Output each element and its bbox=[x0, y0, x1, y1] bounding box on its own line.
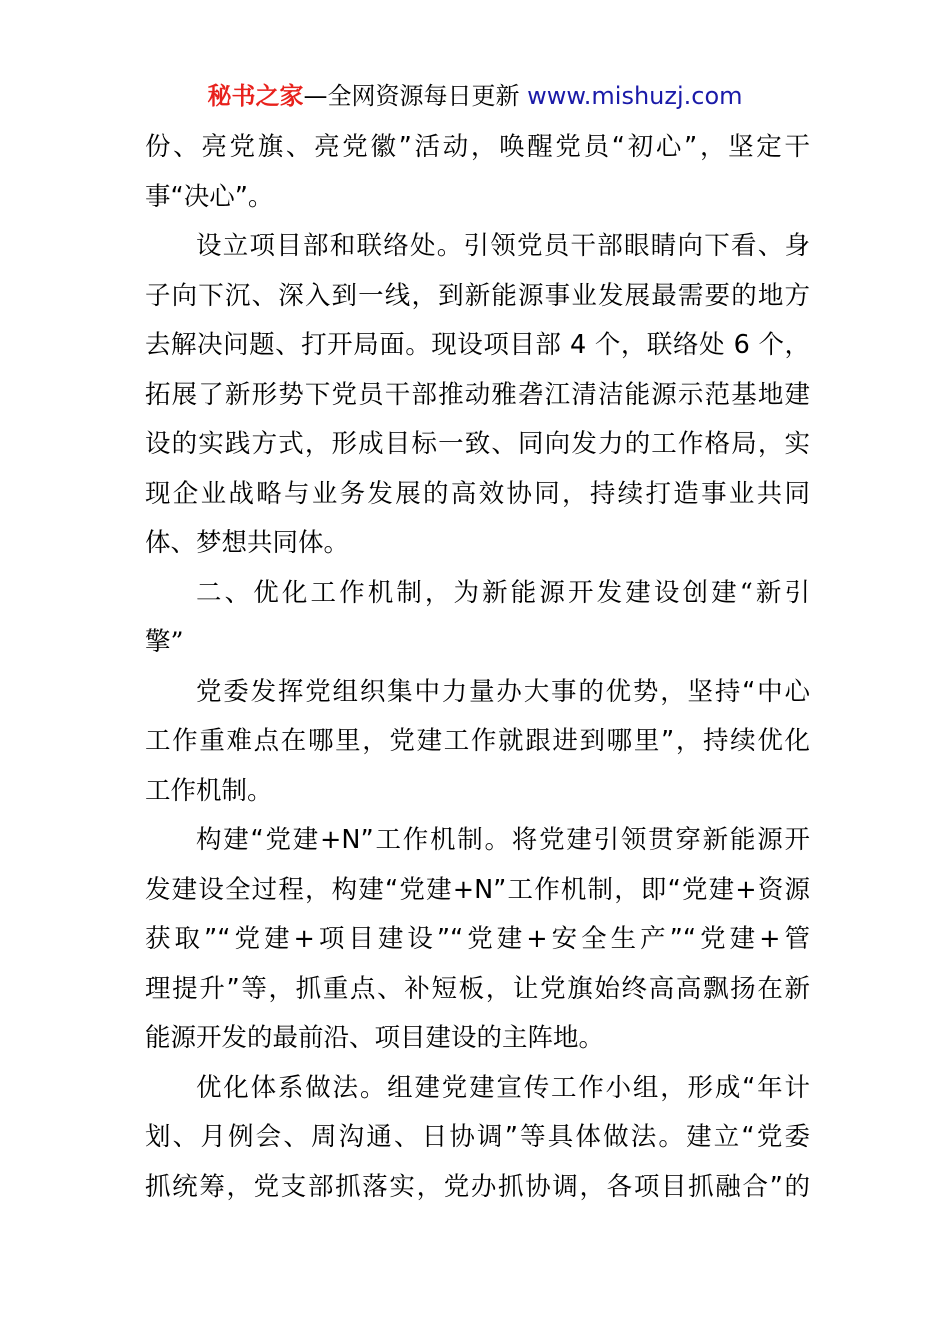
text-line: 现企业战略与业务发展的高效协同，持续打造事业共同 bbox=[145, 478, 810, 509]
text-line: 工作机制。 bbox=[145, 775, 273, 806]
text-line: 设的实践方式，形成目标一致、同向发力的工作格局，实 bbox=[145, 429, 810, 459]
text-line: 去解决问题、打开局面。现设项目部 4 个，联络处 6 个， bbox=[145, 330, 810, 360]
text-line: 能源开发的最前沿、项目建设的主阵地。 bbox=[145, 1023, 605, 1053]
paragraph-start-line: 优化体系做法。组建党建宣传工作小组，形成“年计 bbox=[196, 1072, 810, 1103]
paragraph-start-line: 党委发挥党组织集中力量办大事的优势，坚持“中心 bbox=[196, 676, 810, 707]
site-brand: 秘书之家 bbox=[207, 82, 304, 110]
text-line: 获取”“党建+项目建设”“党建+安全生产”“党建+管 bbox=[145, 924, 810, 954]
site-watermark-header bbox=[0, 80, 950, 112]
text-line: 理提升”等，抓重点、补短板，让党旗始终高高飘扬在新 bbox=[145, 973, 810, 1004]
text-line: 份、亮党旗、亮党徽”活动，唤醒党员“初心”，坚定干 bbox=[145, 132, 810, 162]
text-line: 事“决心”。 bbox=[145, 181, 274, 212]
text-line: 发建设全过程，构建“党建+N”工作机制，即“党建+资源 bbox=[145, 874, 810, 905]
text-line: 体、梦想共同体。 bbox=[145, 528, 350, 558]
site-tagline: —全网资源每日更新 bbox=[303, 82, 528, 110]
text-line: 子向下沉、深入到一线，到新能源事业发展最需要的地方 bbox=[145, 280, 810, 311]
document-body bbox=[145, 123, 810, 1212]
paragraph-start-line: 设立项目部和联络处。引领党员干部眼睛向下看、身 bbox=[196, 231, 810, 261]
text-line: 抓统筹，党支部抓落实，党办抓协调，各项目抓融合”的 bbox=[145, 1171, 810, 1202]
paragraph-start-line: 构建“党建+N”工作机制。将党建引领贯穿新能源开 bbox=[196, 825, 810, 855]
section-heading: 二、优化工作机制，为新能源开发建设创建“新引 bbox=[196, 577, 810, 608]
site-url: www.mishuzj.com bbox=[527, 82, 743, 110]
section-heading-continued: 擎” bbox=[145, 627, 184, 657]
text-line: 拓展了新形势下党员干部推动雅砻江清洁能源示范基地建 bbox=[145, 379, 810, 410]
text-line: 划、月例会、周沟通、日协调”等具体做法。建立“党委 bbox=[145, 1122, 810, 1152]
text-line: 工作重难点在哪里，党建工作就跟进到哪里”，持续优化 bbox=[145, 726, 810, 756]
